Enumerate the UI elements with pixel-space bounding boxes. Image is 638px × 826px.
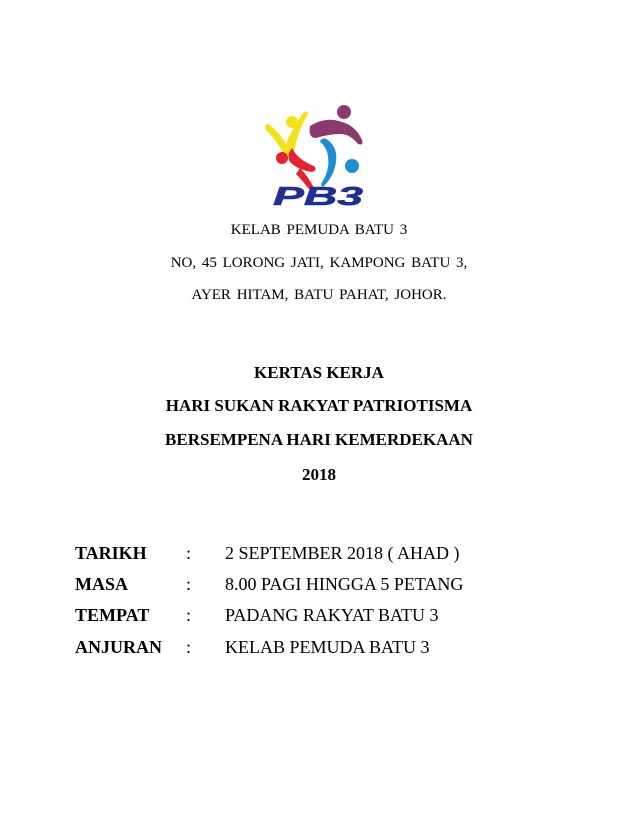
event-year: 2018 bbox=[302, 465, 336, 484]
info-colon: : bbox=[186, 605, 192, 625]
logo-yellow-figure bbox=[265, 111, 308, 155]
info-value: 2 SEPTEMBER 2018 ( AHAD ) bbox=[225, 543, 460, 563]
info-row-organizer bbox=[0, 637, 638, 661]
address-line-2: NO, 45 LORONG JATI, KAMPONG BATU 3, bbox=[170, 255, 468, 271]
info-label: TEMPAT bbox=[75, 605, 150, 625]
info-row-time bbox=[0, 574, 638, 598]
info-colon: : bbox=[186, 543, 192, 563]
info-label: MASA bbox=[75, 574, 128, 594]
pb3-logo bbox=[264, 100, 372, 208]
info-row-date bbox=[0, 543, 638, 567]
event-occasion: BERSEMPENA HARI KEMERDEKAAN bbox=[165, 430, 473, 449]
info-colon: : bbox=[186, 574, 192, 594]
logo-blue-figure bbox=[320, 138, 359, 186]
info-value: PADANG RAKYAT BATU 3 bbox=[225, 605, 439, 625]
info-value: 8.00 PAGI HINGGA 5 PETANG bbox=[225, 574, 464, 594]
info-value: KELAB PEMUDA BATU 3 bbox=[225, 637, 430, 657]
document-title: KERTAS KERJA bbox=[254, 363, 384, 382]
info-row-venue bbox=[0, 605, 638, 629]
address-line-1: KELAB PEMUDA BATU 3 bbox=[230, 222, 408, 238]
info-colon: : bbox=[186, 637, 192, 657]
event-name: HARI SUKAN RAKYAT PATRIOTISMA bbox=[165, 396, 473, 415]
info-label: TARIKH bbox=[75, 543, 147, 563]
logo-purple-figure bbox=[310, 105, 363, 145]
logo-wordmark: PB3 bbox=[273, 181, 364, 208]
info-label: ANJURAN bbox=[75, 637, 162, 657]
address-line-3: AYER HITAM, BATU PAHAT, JOHOR. bbox=[191, 287, 447, 303]
